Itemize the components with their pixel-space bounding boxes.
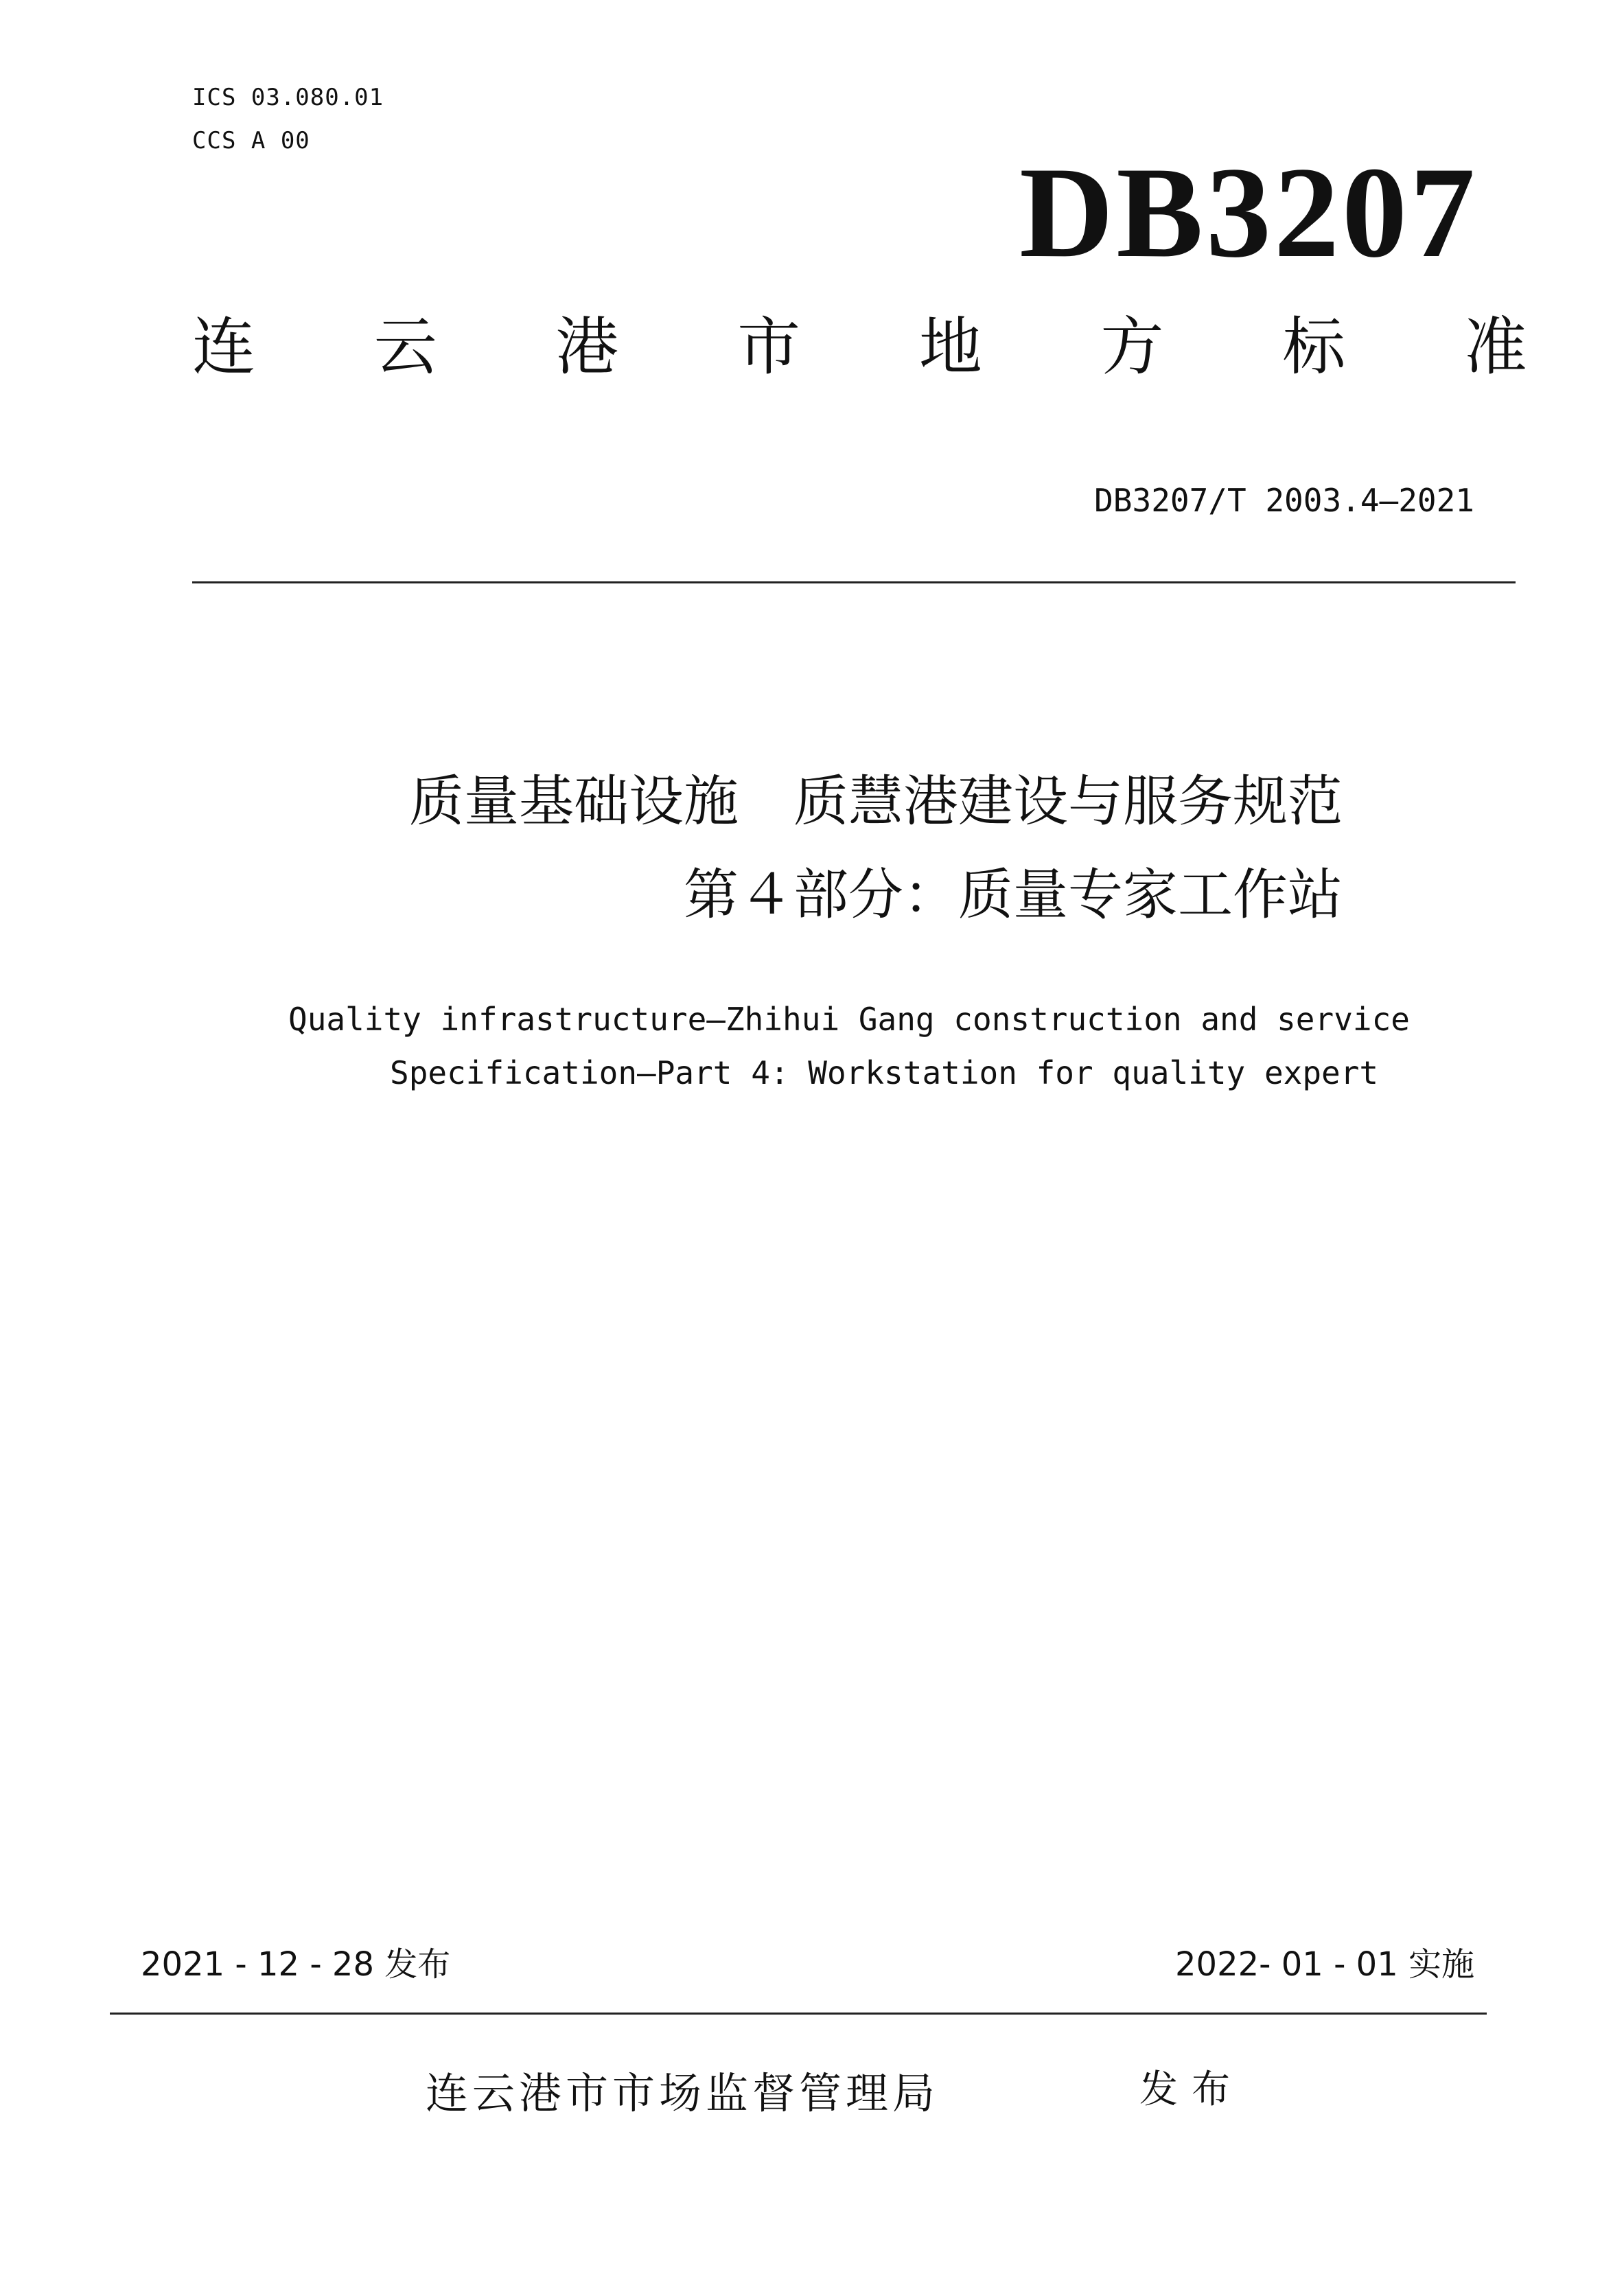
issue-date: 2021 - 12 - 28 发布 [141,1945,451,1984]
issuer: 连云港市市场监督管理局 [426,2068,940,2118]
title-en-line1: Quality infrastructure—Zhihui Gang construction and service [288,1001,1410,1038]
standard-type-char: 连 [192,310,256,384]
standard-code: DB3207 [1019,141,1478,285]
standard-type-char: 云 [373,310,437,384]
title-cn-line2: 第４部分：质量专家工作站 [684,863,1343,927]
standard-type-char: 市 [737,310,801,384]
standard-type-char: 港 [555,310,619,384]
ccs-code: CCS A 00 [192,127,310,154]
implementation-date: 2022- 01 - 01 实施 [1175,1945,1474,1984]
standard-type-char: 方 [1100,310,1164,384]
issuer-action: 发布 [1139,2067,1244,2112]
standard-type-char: 标 [1282,310,1346,384]
ics-code: ICS 03.080.01 [192,84,384,111]
footer-divider [110,2013,1487,2015]
standard-type-char: 准 [1463,310,1527,384]
title-cn-line1: 质量基础设施 质慧港建设与服务规范 [409,769,1343,833]
title-en-line2: Specification—Part 4: Workstation for quality expert [390,1054,1379,1091]
standard-type-char: 地 [918,310,982,384]
standard-type [192,310,1527,384]
standard-number: DB3207/T 2003.4—2021 [1094,482,1474,519]
header-divider [192,581,1516,583]
